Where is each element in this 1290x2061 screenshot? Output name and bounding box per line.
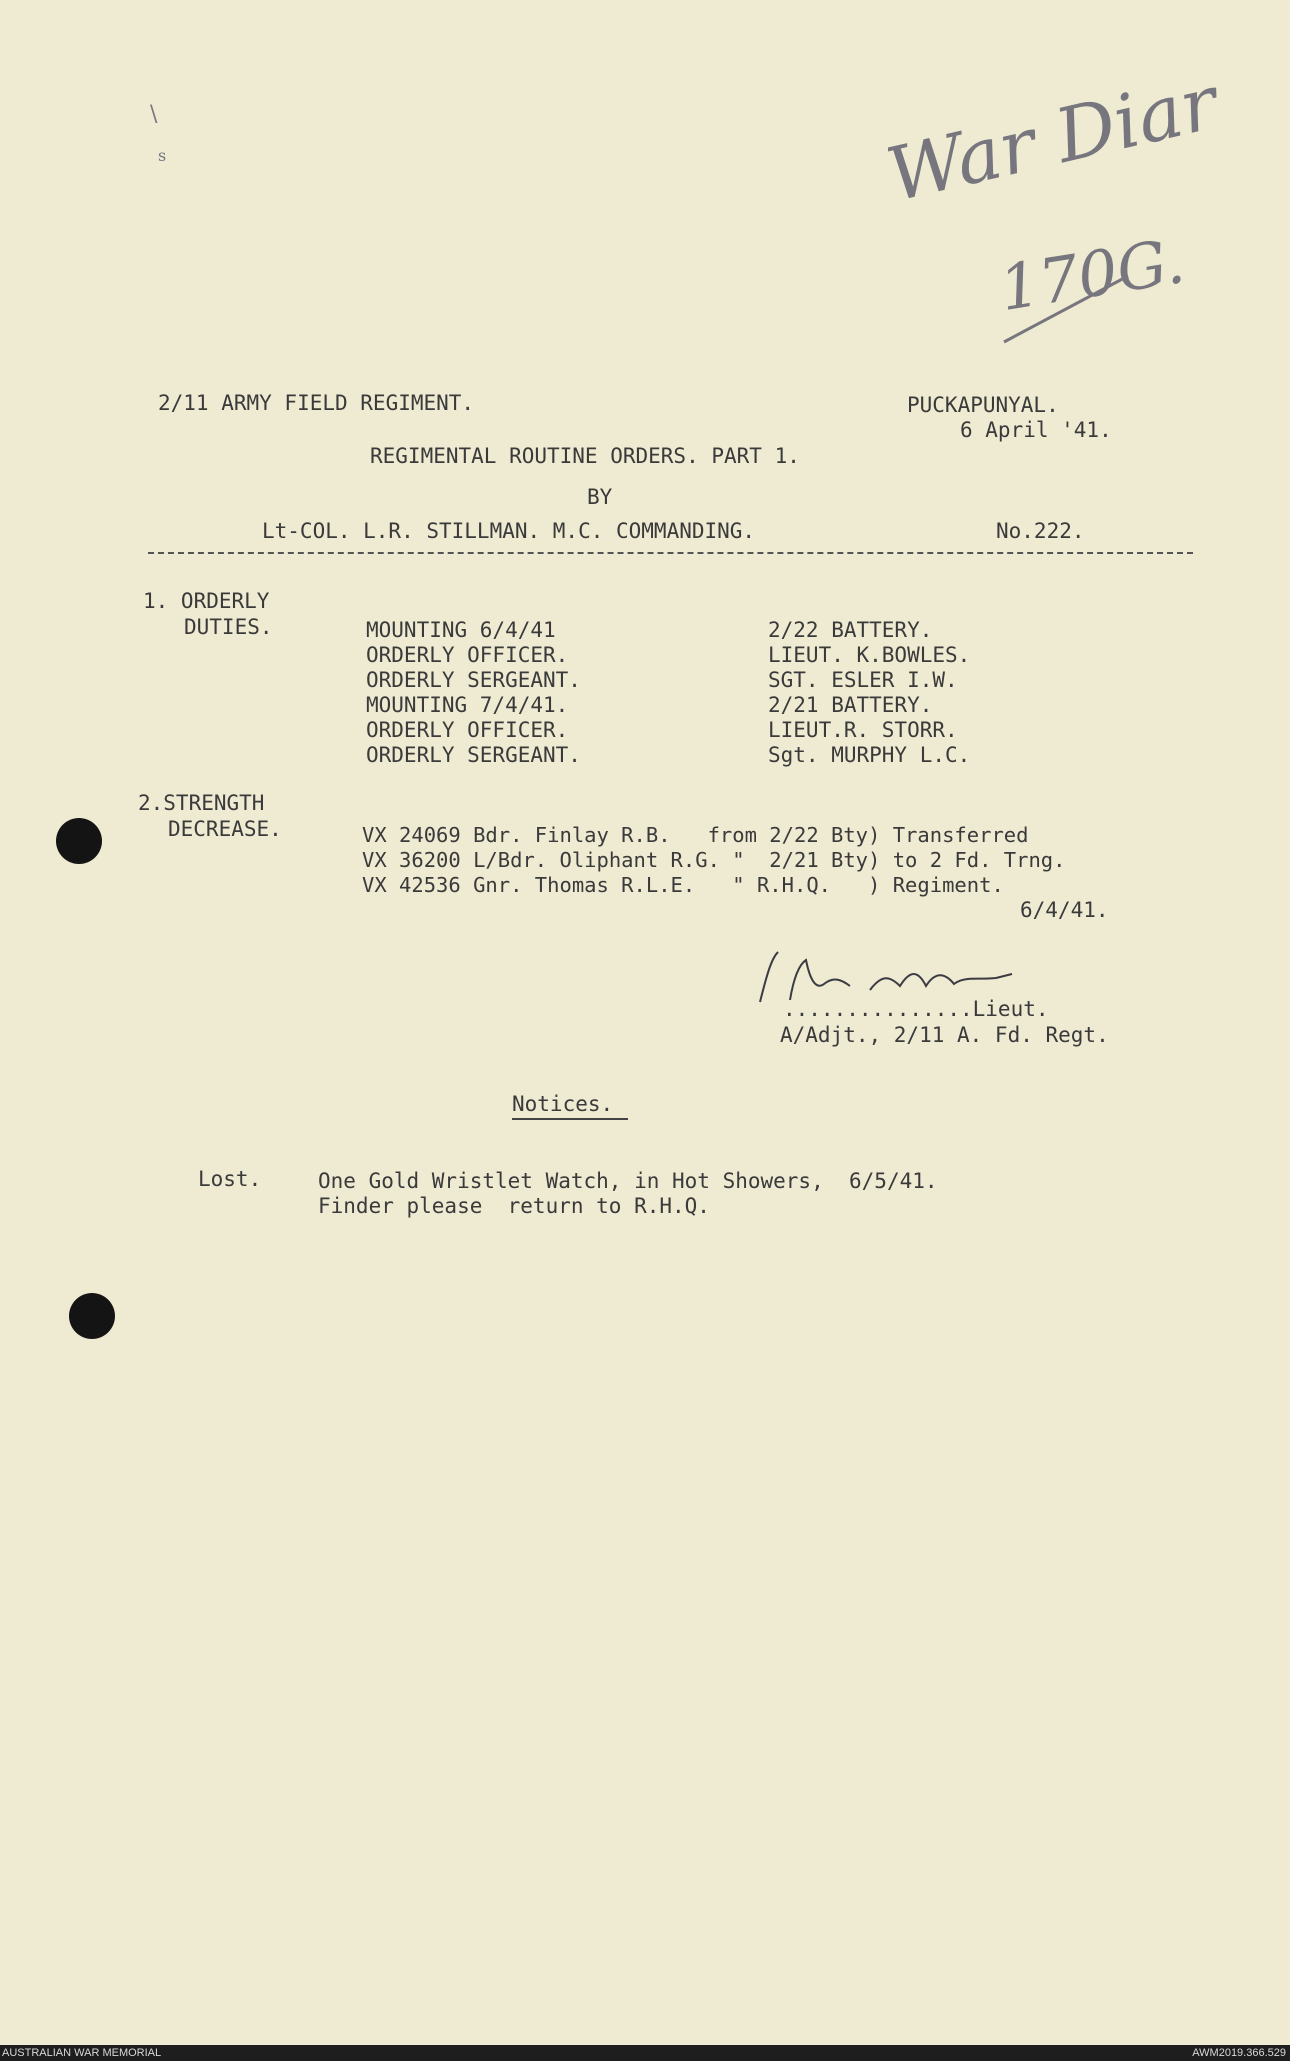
punch-hole xyxy=(69,1293,115,1339)
section-heading: DUTIES. xyxy=(184,615,273,639)
notice-text: Finder please return to R.H.Q. xyxy=(318,1194,710,1218)
handwritten-underline-stroke xyxy=(1000,270,1140,350)
duty-label: MOUNTING 7/4/41. xyxy=(366,693,569,717)
strength-date: 6/4/41. xyxy=(1020,898,1109,922)
duty-label: ORDERLY SERGEANT. xyxy=(366,668,581,692)
document-date: 6 April '41. xyxy=(960,418,1112,442)
punch-hole xyxy=(56,818,102,864)
notice-label: Lost. xyxy=(198,1167,262,1191)
separator-line xyxy=(148,552,1193,554)
pencil-mark: s xyxy=(158,146,167,165)
duty-assignee: LIEUT.R. STORR. xyxy=(768,718,958,742)
notice-text: One Gold Wristlet Watch, in Hot Showers, 6/5/41. xyxy=(318,1169,938,1193)
duty-assignee: 2/22 BATTERY. xyxy=(768,618,933,642)
unit-name: 2/11 ARMY FIELD REGIMENT. xyxy=(158,391,475,415)
footer-credit: AUSTRALIAN WAR MEMORIAL xyxy=(2,2047,162,2059)
footer-reference: AWM2019.366.529 xyxy=(1192,2047,1286,2059)
section-heading: 2.STRENGTH xyxy=(138,791,265,815)
document-title: REGIMENTAL ROUTINE ORDERS. PART 1. xyxy=(370,444,800,468)
footer-bar xyxy=(0,2045,1290,2061)
section-heading: DECREASE. xyxy=(168,817,282,841)
signature-line: ...............Lieut. xyxy=(783,997,1049,1021)
pencil-mark: \ xyxy=(150,102,158,127)
order-number: No.222. xyxy=(996,519,1085,543)
handwritten-number: 170G. xyxy=(994,224,1190,326)
duty-assignee: SGT. ESLER I.W. xyxy=(768,668,958,692)
by-line: BY xyxy=(587,485,613,509)
duty-assignee: Sgt. MURPHY L.C. xyxy=(768,743,971,767)
notices-underline xyxy=(512,1118,628,1120)
duty-label: ORDERLY OFFICER. xyxy=(366,643,569,667)
strength-entry: VX 42536 Gnr. Thomas R.L.E. " R.H.Q. ) Regiment. xyxy=(362,873,1004,897)
section-heading: 1. ORDERLY xyxy=(143,589,270,613)
signature-title: A/Adjt., 2/11 A. Fd. Regt. xyxy=(780,1023,1109,1047)
strength-entry: VX 36200 L/Bdr. Oliphant R.G. " 2/21 Bty) to 2 Fd. Trng. xyxy=(362,848,1066,872)
duty-label: ORDERLY OFFICER. xyxy=(366,718,569,742)
duty-assignee: 2/21 BATTERY. xyxy=(768,693,933,717)
commander-line: Lt-COL. L.R. STILLMAN. M.C. COMMANDING. xyxy=(262,519,756,543)
handwritten-note: War Diar xyxy=(879,59,1226,219)
duty-label: ORDERLY SERGEANT. xyxy=(366,743,581,767)
notices-heading: Notices. xyxy=(512,1092,614,1116)
duty-label: MOUNTING 6/4/41 xyxy=(366,618,556,642)
duty-assignee: LIEUT. K.BOWLES. xyxy=(768,643,971,667)
strength-entry: VX 24069 Bdr. Finlay R.B. from 2/22 Bty) Transferred xyxy=(362,823,1029,847)
place-name: PUCKAPUNYAL. xyxy=(907,393,1059,417)
